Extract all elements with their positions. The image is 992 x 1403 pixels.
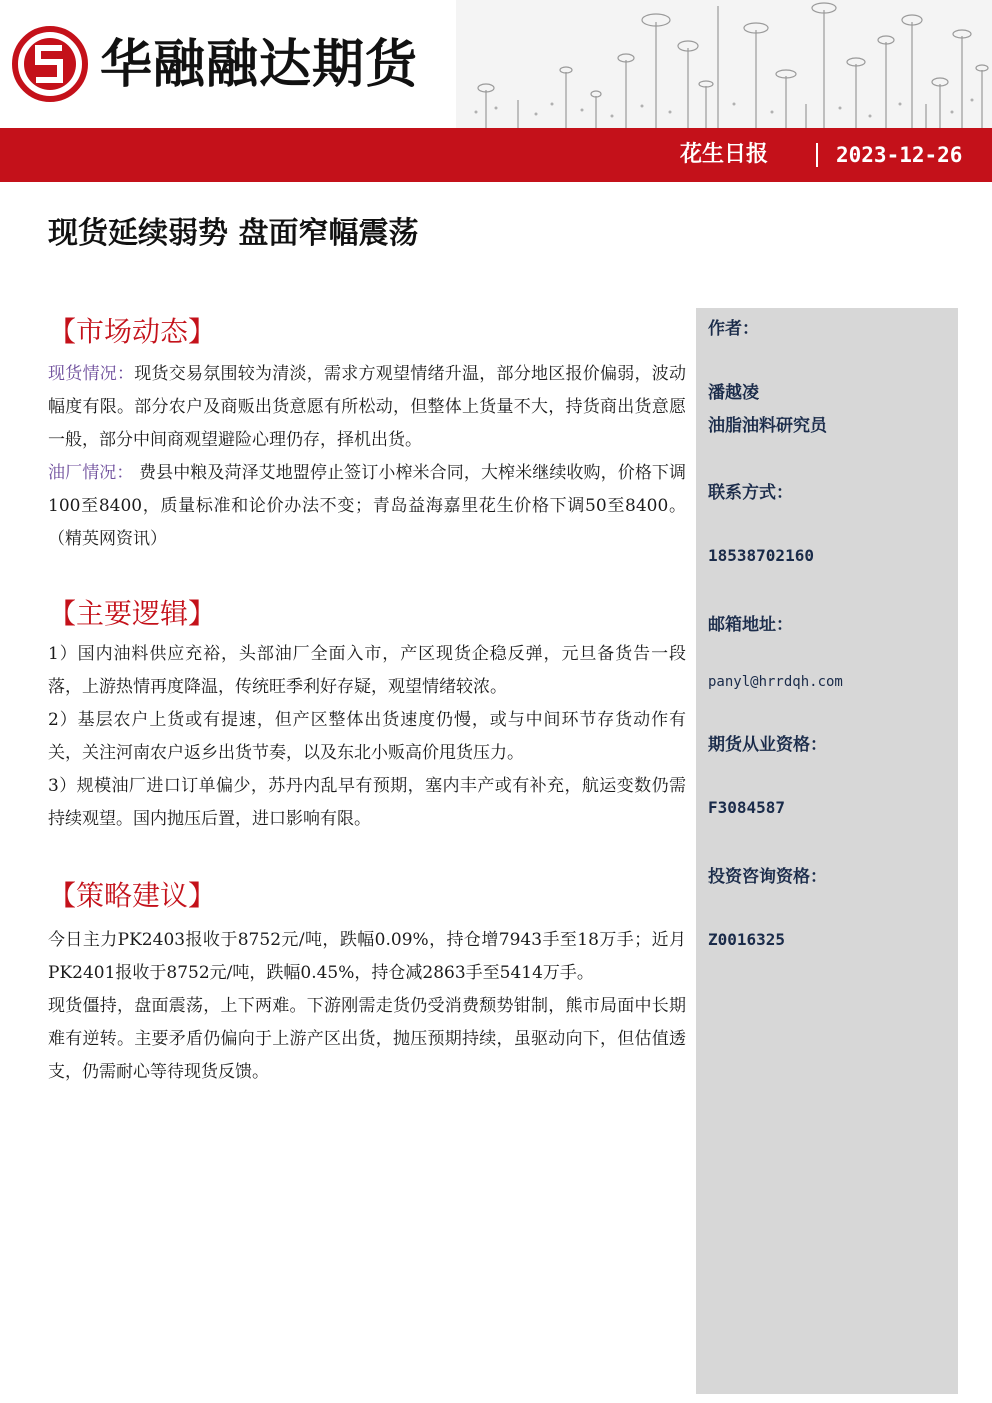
brand-name: 华融融达期货 <box>100 35 419 95</box>
page-header <box>0 0 992 130</box>
email-label: 邮箱地址： <box>708 615 793 635</box>
author-title: 油脂油料研究员 <box>708 416 827 436</box>
market-section <box>48 310 686 556</box>
logic-section <box>48 592 686 836</box>
logic-item: 2）基层农户上货或有提速，但产区整体出货速度仍慢，或与中间环节存货动作有关，关注河南农户返乡出货节奏，以及东北小贩高价甩货压力。 <box>48 710 686 763</box>
header-separator <box>816 143 818 167</box>
license-label: 期货从业资格： <box>708 735 827 755</box>
spot-paragraph <box>48 358 686 457</box>
advisory-label: 投资咨询资格： <box>708 867 827 887</box>
section-title-logic: 【主要逻辑】 <box>48 597 217 630</box>
decorative-pins-graphic <box>456 0 992 128</box>
mill-label: 油厂情况： <box>48 463 134 483</box>
logic-item: 3）规模油厂进口订单偏少，苏丹内乱早有预期，塞内丰产或有补充，航运变数仍需持续观望。国内抛压后置，进口影响有限。 <box>48 776 686 829</box>
strategy-paragraph: 现货僵持，盘面震荡，上下两难。下游刚需走货仍受消费颓势钳制，熊市局面中长期难有逆转。主要矛盾仍偏向于上游产区出货，抛压预期持续，虽驱动向下，但估值透支，仍需耐心等待现货反馈。 <box>48 996 686 1082</box>
contact-label: 联系方式： <box>708 483 793 503</box>
strategy-paragraph: 今日主力PK2403报收于8752元/吨，跌幅0.09%，持仓增7943手至18万手；近月PK2401报收于8752元/吨，跌幅0.45%，持仓减2863手至5414万手。 <box>48 930 686 983</box>
spot-text: 现货交易氛围较为清淡，需求方观望情绪升温，部分地区报价偏弱，波动幅度有限。部分农户及商贩出货意愿有所松动，但整体上货量不大，持货商出货意愿一般，部分中间商观望避险心理仍存，择机出货。 <box>48 364 686 450</box>
strategy-section <box>48 874 686 1089</box>
phone-number: 18538702160 <box>708 546 814 565</box>
advisory-number: Z0016325 <box>708 930 786 949</box>
report-headline: 现货延续弱势 盘面窄幅震荡 <box>48 216 419 251</box>
report-type: 花生日报 <box>680 142 769 167</box>
license-number: F3084587 <box>708 798 786 817</box>
mill-text: 费县中粮及菏泽艾地盟停止签订小榨米合同，大榨米继续收购，价格下调100至8400，质量标准和论价办法不变；青岛益海嘉里花生价格下调50至8400。（精英网资讯） <box>48 463 687 549</box>
spot-label: 现货情况： <box>48 364 135 384</box>
author-label: 作者： <box>708 319 759 339</box>
mill-paragraph <box>48 457 686 556</box>
author-name: 潘越凌 <box>708 383 759 403</box>
email-address[interactable]: panyl@hrrdqh.com <box>708 674 843 690</box>
report-date: 2023-12-26 <box>836 143 963 167</box>
company-logo-icon <box>12 26 88 102</box>
author-sidebar <box>696 308 958 1394</box>
section-title-strategy: 【策略建议】 <box>48 879 217 912</box>
logic-item: 1）国内油料供应充裕，头部油厂全面入市，产区现货企稳反弹，元旦备货告一段落，上游热情再度降温，传统旺季利好存疑，观望情绪较浓。 <box>48 644 686 697</box>
section-title-market: 【市场动态】 <box>48 315 217 348</box>
